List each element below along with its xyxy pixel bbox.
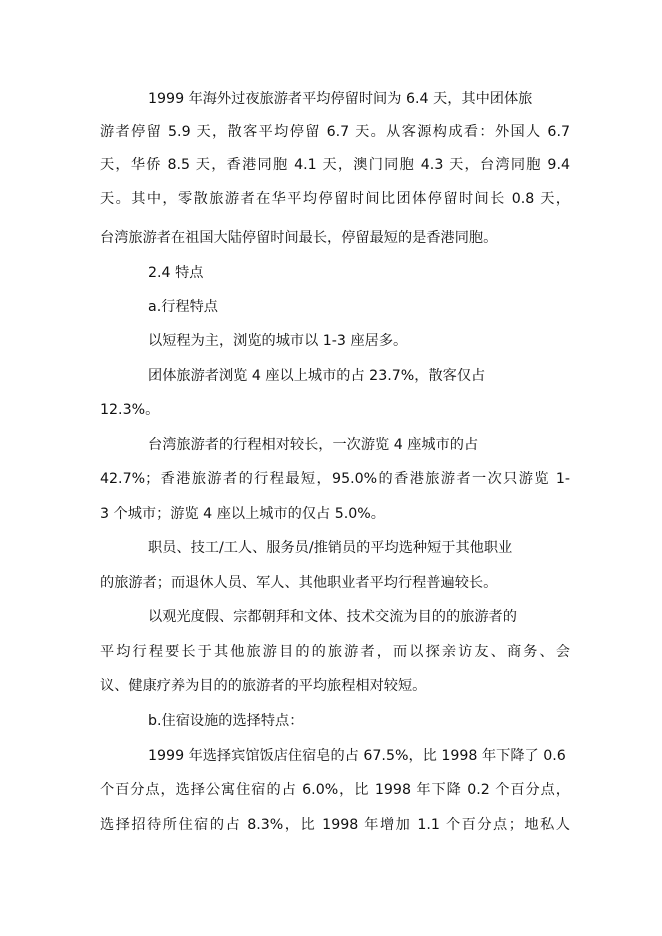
paragraph-group-cities-line-1: 团体旅游者浏览 4 座以上城市的占 23.7%，散客仅占 — [148, 368, 486, 384]
subheading-accommodation: b.住宿设施的选择特点： — [148, 713, 304, 729]
paragraph-taiwan-itinerary-line-3: 3 个城市；游览 4 座以上城市的仅占 5.0%。 — [100, 506, 385, 522]
paragraph-stay-duration-line-4: 天。其中，零散旅游者在华平均停留时间比团体停留时间长 0.8 天， — [100, 191, 570, 207]
paragraph-stay-duration-line-2: 游者停留 5.9 天，散客平均停留 6.7 天。从客源构成看：外国人 6.7 — [100, 124, 570, 140]
paragraph-purpose-line-3: 议、健康疗养为目的的旅游者的平均旅程相对较短。 — [100, 678, 427, 694]
subheading-itinerary: a.行程特点 — [148, 299, 218, 315]
paragraph-accommodation-line-2: 个百分点，选择公寓住宿的占 6.0%，比 1998 年下降 0.2 个百分点， — [100, 782, 570, 798]
paragraph-stay-duration-line-5: 台湾旅游者在祖国大陆停留时间最长，停留最短的是香港同胞。 — [100, 230, 498, 246]
paragraph-short-trips: 以短程为主，浏览的城市以 1-3 座居多。 — [148, 333, 408, 349]
paragraph-occupation-line-2: 的旅游者；而退休人员、军人、其他职业者平均行程普遍较长。 — [100, 575, 498, 591]
paragraph-taiwan-itinerary-line-2: 42.7%；香港旅游者的行程最短，95.0%的香港旅游者一次只游览 1- — [100, 471, 570, 487]
paragraph-group-cities-line-2: 12.3%。 — [100, 402, 160, 418]
section-heading-features: 2.4 特点 — [148, 265, 204, 281]
paragraph-stay-duration-line-3: 天，华侨 8.5 天，香港同胞 4.1 天，澳门同胞 4.3 天，台湾同胞 9.4 — [100, 157, 570, 173]
paragraph-accommodation-line-1: 1999 年选择宾馆饭店住宿皂的占 67.5%，比 1998 年下降了 0.6 — [148, 748, 566, 764]
paragraph-stay-duration-line-1: 1999 年海外过夜旅游者平均停留时间为 6.4 天，其中团体旅 — [148, 91, 533, 107]
paragraph-taiwan-itinerary-line-1: 台湾旅游者的行程相对较长，一次游览 4 座城市的占 — [148, 437, 479, 453]
paragraph-purpose-line-1: 以观光度假、宗都朝拜和文体、技术交流为目的的旅游者的 — [148, 609, 517, 625]
paragraph-occupation-line-1: 职员、技工/工人、服务员/推销员的平均选种短于其他职业 — [148, 540, 513, 556]
paragraph-purpose-line-2: 平均行程要长于其他旅游目的的旅游者，而以探亲访友、商务、会 — [100, 644, 570, 660]
paragraph-accommodation-line-3: 选择招待所住宿的占 8.3%，比 1998 年增加 1.1 个百分点；地私人 — [100, 817, 570, 833]
